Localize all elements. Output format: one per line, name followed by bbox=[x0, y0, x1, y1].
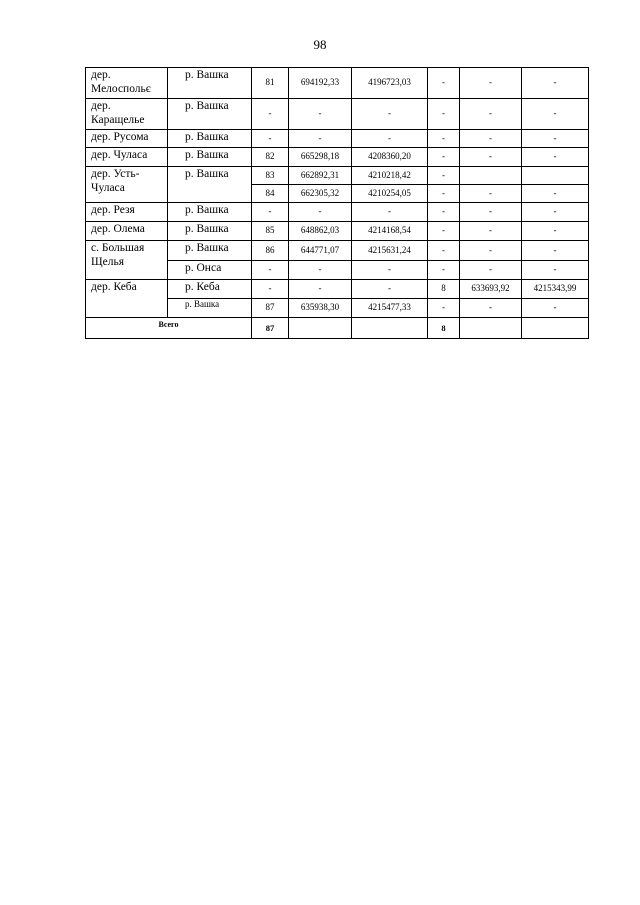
x-coordinate-2-cell: - bbox=[460, 68, 522, 99]
settlement-cell: дер. Русома bbox=[86, 130, 168, 148]
settlement-cell: дер. Мелоспольє bbox=[86, 68, 168, 99]
x-coordinate-cell: 644771,07 bbox=[289, 241, 352, 261]
y-coordinate-cell: - bbox=[352, 99, 428, 130]
table-row bbox=[86, 148, 589, 167]
x-coordinate-cell: - bbox=[289, 203, 352, 222]
y-coordinate-2-cell: - bbox=[522, 148, 589, 167]
table-row bbox=[86, 68, 589, 99]
total-label: Всего bbox=[86, 318, 252, 339]
x-coordinate-cell bbox=[289, 318, 352, 339]
point-number-2-cell: - bbox=[428, 167, 460, 185]
table-row bbox=[86, 241, 589, 261]
settlement-cell: дер. Олема bbox=[86, 222, 168, 241]
x-coordinate-cell: - bbox=[289, 99, 352, 130]
page-number: 98 bbox=[313, 37, 327, 52]
y-coordinate-cell: - bbox=[352, 203, 428, 222]
x-coordinate-cell: 662892,31 bbox=[289, 167, 352, 185]
y-coordinate-2-cell: - bbox=[522, 261, 589, 280]
x-coordinate-2-cell: - bbox=[460, 222, 522, 241]
y-coordinate-2-cell: - bbox=[522, 99, 589, 130]
point-number-2-cell: - bbox=[428, 261, 460, 280]
settlement-cell: с. Большая Щелья bbox=[86, 241, 168, 280]
river-cell: р. Вашка bbox=[168, 99, 252, 130]
y-coordinate-cell: 4214168,54 bbox=[352, 222, 428, 241]
x-coordinate-cell: - bbox=[289, 261, 352, 280]
table-row bbox=[86, 222, 589, 241]
table-row bbox=[86, 280, 589, 299]
settlement-cell: дер. Чуласа bbox=[86, 148, 168, 167]
river-cell: р. Вашка bbox=[168, 148, 252, 167]
x-coordinate-2-cell: - bbox=[460, 261, 522, 280]
point-number-2-cell: - bbox=[428, 222, 460, 241]
river-cell: р. Вашка bbox=[168, 203, 252, 222]
point-number-2-cell: - bbox=[428, 241, 460, 261]
point-number-cell: 81 bbox=[252, 68, 289, 99]
point-number-2-cell: - bbox=[428, 148, 460, 167]
point-number-cell: 87 bbox=[252, 299, 289, 318]
point-number-cell: 84 bbox=[252, 185, 289, 203]
y-coordinate-cell: - bbox=[352, 261, 428, 280]
y-coordinate-cell: 4210218,42 bbox=[352, 167, 428, 185]
river-cell: р. Вашка bbox=[168, 167, 252, 203]
y-coordinate-2-cell bbox=[522, 318, 589, 339]
point-number-cell: 85 bbox=[252, 222, 289, 241]
x-coordinate-2-cell: - bbox=[460, 241, 522, 261]
x-coordinate-cell: 665298,18 bbox=[289, 148, 352, 167]
y-coordinate-cell: 4210254,05 bbox=[352, 185, 428, 203]
table-row bbox=[86, 203, 589, 222]
total-count-2: 8 bbox=[428, 318, 460, 339]
point-number-cell: 86 bbox=[252, 241, 289, 261]
x-coordinate-cell: 648862,03 bbox=[289, 222, 352, 241]
settlement-cell: дер. Усть-Чуласа bbox=[86, 167, 168, 203]
river-cell: р. Вашка bbox=[168, 222, 252, 241]
y-coordinate-cell: - bbox=[352, 130, 428, 148]
point-number-2-cell: - bbox=[428, 99, 460, 130]
x-coordinate-cell: 662305,32 bbox=[289, 185, 352, 203]
river-cell: р. Вашка bbox=[168, 68, 252, 99]
x-coordinate-cell: - bbox=[289, 280, 352, 299]
y-coordinate-2-cell: - bbox=[522, 299, 589, 318]
river-cell: р. Вашка bbox=[168, 130, 252, 148]
y-coordinate-2-cell: - bbox=[522, 185, 589, 203]
settlement-cell: дер. Каращелье bbox=[86, 99, 168, 130]
y-coordinate-cell: - bbox=[352, 280, 428, 299]
data-table bbox=[85, 67, 589, 339]
point-number-cell: 83 bbox=[252, 167, 289, 185]
y-coordinate-cell bbox=[352, 318, 428, 339]
x-coordinate-2-cell: - bbox=[460, 99, 522, 130]
point-number-cell: - bbox=[252, 261, 289, 280]
point-number-2-cell: - bbox=[428, 299, 460, 318]
table-row bbox=[86, 99, 589, 130]
y-coordinate-cell: 4208360,20 bbox=[352, 148, 428, 167]
x-coordinate-cell: 694192,33 bbox=[289, 68, 352, 99]
point-number-2-cell: 8 bbox=[428, 280, 460, 299]
y-coordinate-cell: 4215631,24 bbox=[352, 241, 428, 261]
point-number-cell: - bbox=[252, 99, 289, 130]
x-coordinate-2-cell: - bbox=[460, 130, 522, 148]
river-cell: р. Онса bbox=[168, 261, 252, 280]
y-coordinate-2-cell: - bbox=[522, 203, 589, 222]
point-number-2-cell: - bbox=[428, 203, 460, 222]
y-coordinate-2-cell: - bbox=[522, 130, 589, 148]
x-coordinate-2-cell bbox=[460, 167, 522, 185]
table-row bbox=[86, 167, 589, 185]
x-coordinate-2-cell: - bbox=[460, 185, 522, 203]
point-number-cell: - bbox=[252, 130, 289, 148]
point-number-cell: - bbox=[252, 280, 289, 299]
y-coordinate-2-cell: - bbox=[522, 68, 589, 99]
y-coordinate-cell: 4196723,03 bbox=[352, 68, 428, 99]
point-number-cell: - bbox=[252, 203, 289, 222]
point-number-2-cell: - bbox=[428, 68, 460, 99]
river-cell: р. Кеба bbox=[168, 280, 252, 299]
settlement-cell: дер. Резя bbox=[86, 203, 168, 222]
x-coordinate-2-cell bbox=[460, 318, 522, 339]
x-coordinate-2-cell: - bbox=[460, 148, 522, 167]
settlement-cell: дер. Кеба bbox=[86, 280, 168, 318]
x-coordinate-2-cell: 633693,92 bbox=[460, 280, 522, 299]
x-coordinate-2-cell: - bbox=[460, 203, 522, 222]
table-row bbox=[86, 130, 589, 148]
y-coordinate-2-cell: 4215343,99 bbox=[522, 280, 589, 299]
y-coordinate-2-cell: - bbox=[522, 241, 589, 261]
x-coordinate-2-cell: - bbox=[460, 299, 522, 318]
y-coordinate-2-cell bbox=[522, 167, 589, 185]
point-number-cell: 82 bbox=[252, 148, 289, 167]
point-number-2-cell: - bbox=[428, 130, 460, 148]
x-coordinate-cell: - bbox=[289, 130, 352, 148]
river-cell: р. Вашка bbox=[168, 299, 252, 318]
river-cell: р. Вашка bbox=[168, 241, 252, 261]
x-coordinate-cell: 635938,30 bbox=[289, 299, 352, 318]
point-number-2-cell: - bbox=[428, 185, 460, 203]
y-coordinate-cell: 4215477,33 bbox=[352, 299, 428, 318]
total-row bbox=[86, 318, 589, 339]
y-coordinate-2-cell: - bbox=[522, 222, 589, 241]
total-count-1: 87 bbox=[252, 318, 289, 339]
